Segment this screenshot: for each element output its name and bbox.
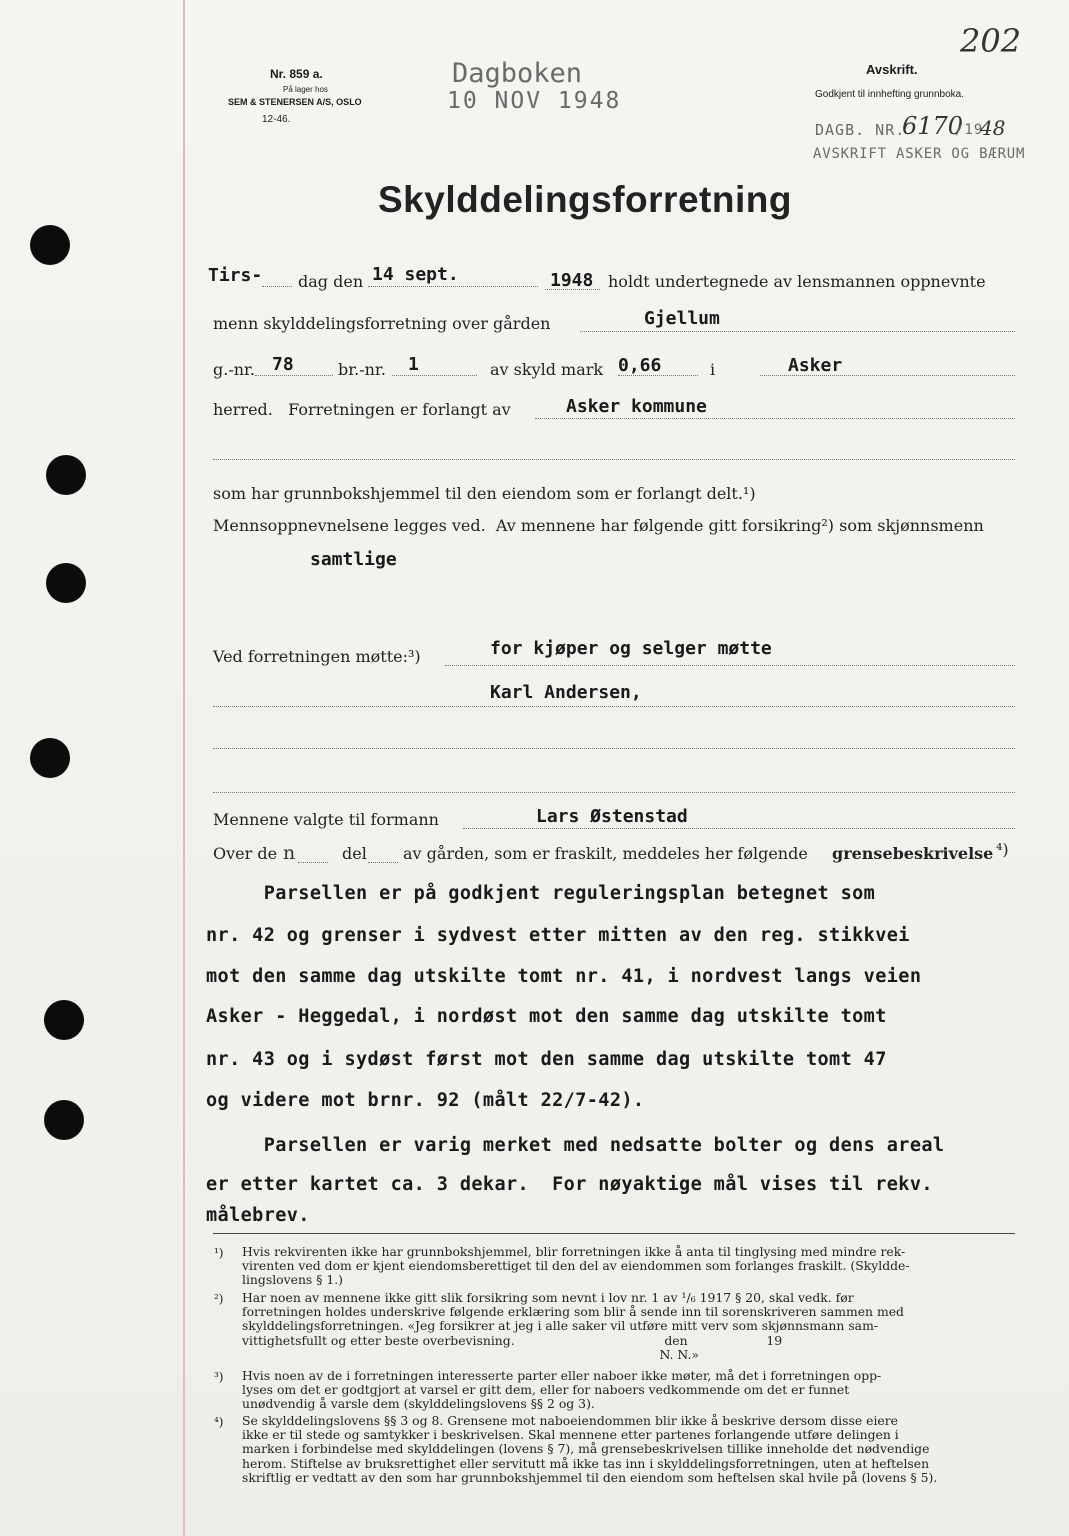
body-line: er etter kartet ca. 3 dekar. For nøyaktige mål vises til rekv.	[206, 1174, 933, 1195]
requested-by: Asker kommune	[566, 396, 707, 417]
dagb-label: DAGB. NR.	[815, 121, 906, 139]
fill-line	[545, 289, 600, 290]
body-line: Parsellen er på godkjent reguleringsplan betegnet som	[206, 883, 876, 904]
binder-hole	[46, 455, 86, 495]
herred-text: herred. Forretningen er forlangt av	[213, 400, 511, 419]
grense-sup: ⁴)	[996, 840, 1009, 859]
dagb-year: 48	[980, 116, 1006, 140]
avskrift-stamp: AVSKRIFT ASKER OG BÆRUM	[813, 146, 1026, 162]
fill-line	[535, 418, 1015, 419]
footnote-line: Se skylddelingslovens §§ 3 og 8. Grensene mot naboeiendommen blir ikke å beskrive dersom disse eiere	[242, 1413, 899, 1428]
year-value: 1948	[550, 270, 594, 291]
page-number: 202	[960, 22, 1022, 60]
avskrift-title: Avskrift.	[866, 62, 918, 77]
fill-line	[213, 792, 1015, 793]
formann-value: Lars Østenstad	[536, 806, 688, 827]
binder-hole	[30, 225, 70, 265]
publisher-note: På lager hos	[283, 85, 328, 94]
brnr-value: 1	[408, 354, 419, 375]
skyld-label: av skyld mark	[490, 360, 604, 379]
footnote-line: lingslovens § 1.)	[242, 1272, 344, 1288]
footnote-line: forretningen holdes underskrive følgende erklæring som blir å sende inn til sorenskriveren sammen med	[242, 1304, 904, 1320]
page-title: Skylddelingsforretning	[378, 179, 792, 220]
footnote-line: virenten ved dom er kjent eiendomsberettiget til den del av eiendommen som forlanges fraskilt. (Skyldde-	[242, 1258, 910, 1274]
binder-hole	[44, 1100, 84, 1140]
day-prefix: Tirs-	[208, 265, 263, 286]
footnote-line: Har noen av mennene ikke gitt slik forsikring som nevnt i lov nr. 1 av ¹/₆ 1917 § 20, skal vedk. før	[242, 1290, 854, 1305]
del-label: del	[342, 844, 367, 863]
skyld-value: 0,66	[618, 355, 662, 376]
fill-line	[262, 286, 292, 287]
dagbok-stamp-line2: 10 NOV 1948	[447, 88, 622, 114]
dagb-year-sep: /19	[955, 122, 984, 138]
publisher: SEM & STENERSEN A/S, OSLO	[228, 97, 362, 107]
menn-text: menn skylddelingsforretning over gården	[213, 314, 551, 333]
footnote	[242, 1414, 1010, 1485]
edition: 12-46.	[262, 114, 291, 125]
forsikring-value: samtlige	[310, 549, 397, 570]
body-line: mot den samme dag utskilte tomt nr. 41, i nordvest langs veien	[206, 966, 922, 987]
fill-line	[618, 375, 698, 376]
footnote	[242, 1291, 1010, 1362]
footnote	[242, 1369, 1010, 1412]
municipality: Asker	[788, 355, 843, 376]
footnote-number: ³)	[214, 1370, 224, 1384]
fill-line	[213, 748, 1015, 749]
footnote-line: lyses om det er godtgjort at varsel er gitt dem, eller for naboers vedkommende om det er funnet	[242, 1382, 850, 1398]
footnote-divider	[213, 1233, 1015, 1234]
footnote-line: Hvis noen av de i forretningen interesserte parter eller naboer ikke møter, må det i forretningen opp-	[242, 1368, 882, 1383]
fill-line	[255, 375, 333, 376]
dagbok-stamp-line1: Dagboken	[452, 58, 583, 89]
footnote-line: Hvis rekvirenten ikke har grunnbokshjemmel, blir forretningen ikke å anta til tinglysing med mindre rek-	[242, 1244, 906, 1259]
body-line: nr. 42 og grenser i sydvest etter mitten av den reg. stikkvei	[206, 925, 910, 946]
footnote-line: herom. Stiftelse av bruksrettighet eller servitutt må ikke tas inn i skylddelingsforretningen, uten at heftelsen	[242, 1455, 930, 1471]
body-line: målebrev.	[206, 1205, 310, 1226]
mott-line1: for kjøper og selger møtte	[490, 638, 772, 659]
fill-line	[213, 706, 1015, 707]
fill-line	[445, 665, 1015, 666]
mott-line2: Karl Andersen,	[490, 682, 642, 703]
date-value: 14 sept.	[372, 264, 459, 285]
binder-hole	[30, 738, 70, 778]
footnote-line: unødvendig å varsle dem (skylddelingslovens §§ 2 og 3).	[242, 1396, 595, 1412]
body-line: nr. 43 og i sydøst først mot den samme dag utskilte tomt 47	[206, 1049, 887, 1070]
menns-text: Mennsoppnevnelsene legges ved. Av mennene har følgende gitt forsikring²) som skjønnsmenn	[213, 516, 984, 535]
over-den-fill: n	[283, 842, 296, 864]
gnr-value: 78	[272, 354, 294, 375]
fill-line	[298, 862, 328, 863]
i-label: i	[710, 360, 716, 379]
footnote-line: ikke er til stede og samtykker i beskrivelsen. Skal mennene etter partenes forlangende utføre delingen i	[242, 1427, 899, 1443]
fill-line	[392, 375, 477, 376]
fill-line	[463, 828, 1015, 829]
body-line: og videre mot brnr. 92 (målt 22/7-42).	[206, 1090, 645, 1111]
avskrift-note: Godkjent til innhefting grunnboka.	[815, 89, 964, 100]
footnote-number: ¹)	[214, 1246, 224, 1260]
gnr-label: g.-nr.	[213, 360, 256, 379]
fraskilt-text: av gården, som er fraskilt, meddeles her følgende	[403, 844, 808, 863]
binder-hole	[44, 1000, 84, 1040]
over-den-label: Over de	[213, 844, 278, 863]
grense-label: grensebeskrivelse	[832, 844, 994, 863]
fill-line	[368, 862, 398, 863]
mott-label: Ved forretningen møtte:³)	[213, 647, 421, 666]
farm-name: Gjellum	[644, 308, 720, 329]
footnote-line: skriftlig er vedtatt av den som har grunnbokshjemmel til den eiendom som heftelsen skal hvile på (lovens § 5).	[242, 1469, 938, 1485]
footnote-line: vittighetsfullt og etter beste overbevisning. den 19	[242, 1332, 783, 1348]
margin-rule	[183, 0, 185, 1536]
dagb-number: 6170	[902, 112, 964, 140]
body-line: Asker - Heggedal, i nordøst mot den samme dag utskilte tomt	[206, 1006, 887, 1027]
intro-text: holdt undertegnede av lensmannen oppnevnte	[608, 272, 986, 291]
dag-den-label: dag den	[298, 272, 364, 291]
fill-line	[213, 459, 1015, 460]
body-line: Parsellen er varig merket med nedsatte bolter og dens areal	[206, 1135, 945, 1156]
form-number: Nr. 859 a.	[270, 67, 323, 81]
footnote-number: ⁴)	[214, 1415, 224, 1429]
footnote-line: N. N.»	[242, 1346, 699, 1362]
grunnbok-text: som har grunnbokshjemmel til den eiendom som er forlangt delt.¹)	[213, 484, 756, 503]
footnote-number: ²)	[214, 1292, 224, 1306]
formann-label: Mennene valgte til formann	[213, 810, 439, 829]
brnr-label: br.-nr.	[338, 360, 386, 379]
footnote-line: marken i forbindelse med skylddelingen (lovens § 7), må grensebeskrivelsen tillike inneholde det nødvendige	[242, 1441, 930, 1457]
footnote-line: skylddelingsforretningen. «Jeg forsikrer at jeg i alle saker vil utføre mitt verv som skjønnsmann sam-	[242, 1318, 879, 1334]
footnote	[242, 1245, 1010, 1288]
fill-line	[368, 286, 538, 287]
binder-hole	[46, 563, 86, 603]
fill-line	[580, 331, 1015, 332]
